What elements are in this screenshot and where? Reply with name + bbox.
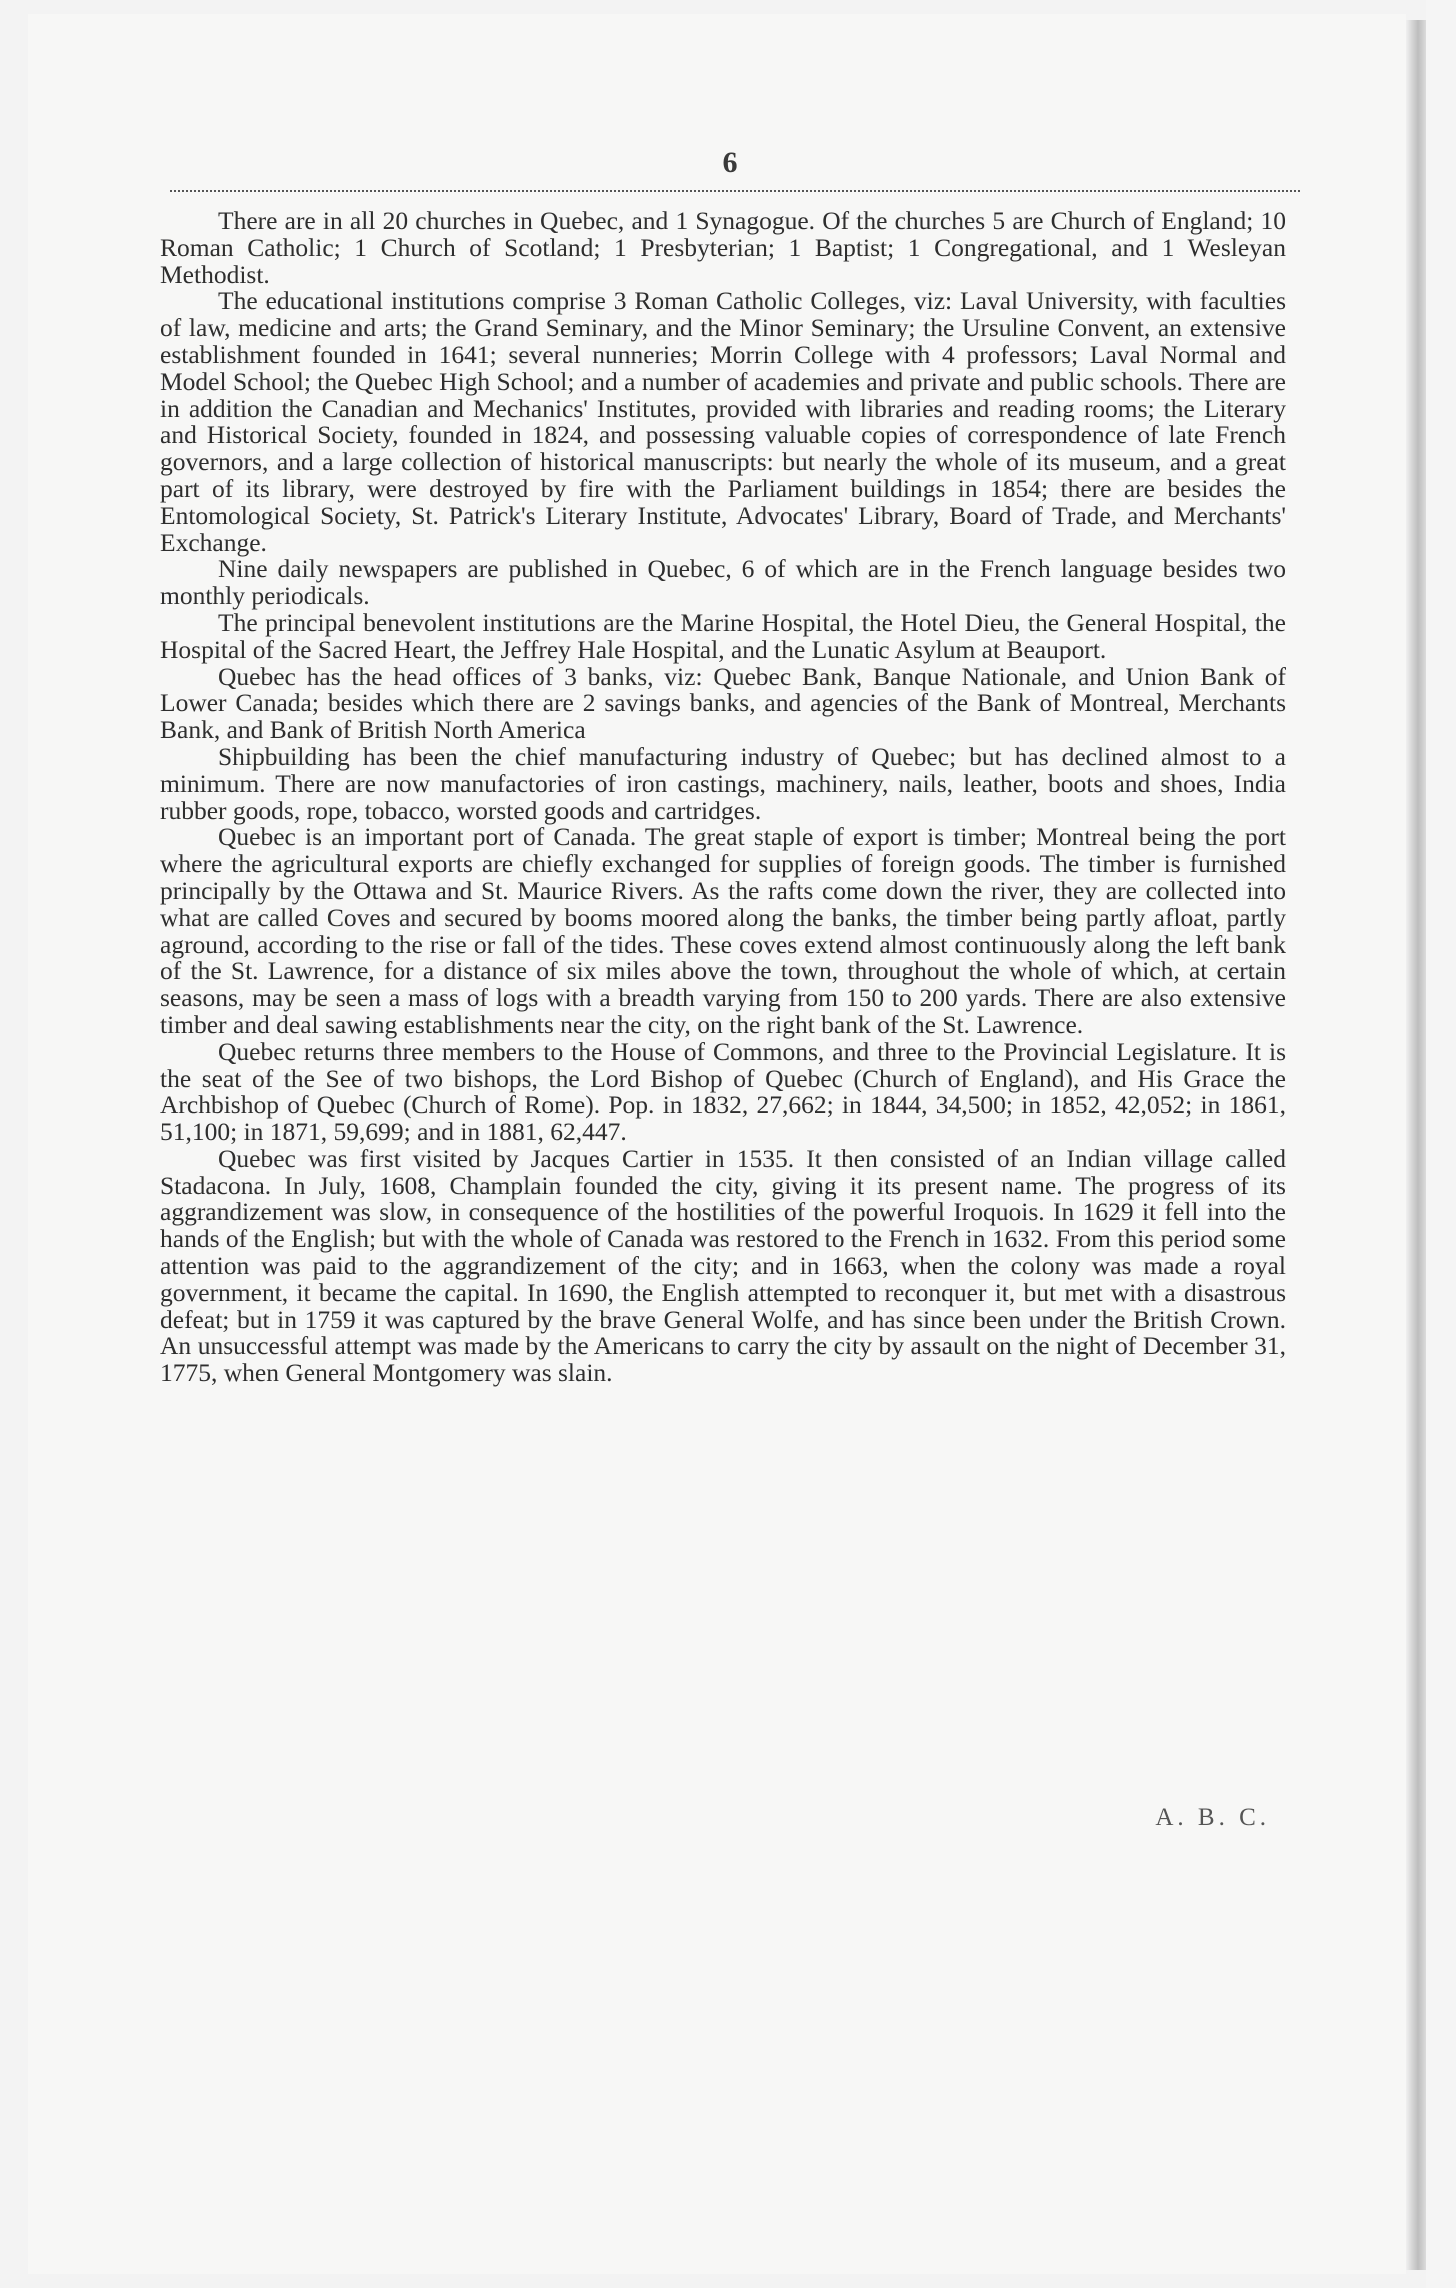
signature: A. B. C.: [1155, 1804, 1270, 1831]
paragraph-churches: There are in all 20 churches in Quebec, and 1 Synagogue. Of the churches 5 are Church of England; 10 Roman Catholic; 1 Church of Scotland; 1 Presbyterian; 1 Baptist; 1 Congregational, and 1 Wesleyan Methodist.: [160, 206, 1286, 289]
paragraph-representation: Quebec returns three members to the House of Commons, and three to the Provincial Legislature. It is the seat of the See of two bishops, the Lord Bishop of Quebec (Church of England), and His Grace the Archbishop of Quebec (Church of Rome). Pop. in 1832, 27,662; in 1844, 34,500; in 1852, 42,052; in 1861, 51,100; in 1871, 59,699; and in 1881, 62,447.: [160, 1036, 1286, 1147]
paragraph-industry: Shipbuilding has been the chief manufacturing industry of Quebec; but has declined almost to a minimum. There are now manufactories of iron castings, machinery, nails, leather, boots and shoes, India rubber goods, rope, tobacco, worsted goods and cartridges.: [160, 741, 1286, 825]
paragraph-port: Quebec is an important port of Canada. The great staple of export is timber; Montreal being the port where the agricultural exports are chiefly exchanged for supplies of foreign goods. The timber is furnished principally by the Ottawa and St. Maurice Rivers. As the rafts come down the river, they are collected into what are called Coves and secured by booms moored along the banks, the timber being partly afloat, partly aground, according to the rise or fall of the tides. These coves extend almost continuously along the left bank of the St. Lawrence, for a distance of six miles above the town, throughout the whole of which, at certain seasons, may be seen a mass of logs with a breadth varying from 150 to 200 yards. There are also extensive timber and deal sawing establishments near the city, on the right bank of the St. Lawrence.: [160, 822, 1286, 1039]
paragraph-benevolent: The principal benevolent institutions are the Marine Hospital, the Hotel Dieu, the General Hospital, the Hospital of the Sacred Heart, the Jeffrey Hale Hospital, and the Lunatic Asylum at Beauport.: [160, 607, 1286, 664]
scan-margin: [1426, 0, 1456, 2288]
header-rule: [170, 190, 1300, 192]
paragraph-newspapers: Nine daily newspapers are published in Quebec, 6 of which are in the French language besides two monthly periodicals.: [160, 554, 1286, 611]
body-text: [160, 208, 1286, 1387]
page-edge-shadow: [1406, 20, 1426, 2270]
page-number: 6: [722, 146, 738, 179]
paragraph-history: Quebec was first visited by Jacques Cartier in 1535. It then consisted of an Indian village called Stadacona. In July, 1608, Champlain founded the city, giving it its present name. The progress of its aggrandizement was slow, in consequence of the hostilities of the powerful Iroquois. In 1629 it fell into the hands of the English; but with the whole of Canada was restored to the French in 1632. From this period some attention was paid to the aggrandizement of the city; and in 1663, when the colony was made a royal government, it became the capital. In 1690, the English attempted to reconquer it, but met with a disastrous defeat; but in 1759 it was captured by the brave General Wolfe, and has since been under the British Crown. An unsuccessful attempt was made by the Americans to carry the city by assault on the night of December 31, 1775, when General Montgomery was slain.: [160, 1143, 1286, 1388]
paragraph-banks: Quebec has the head offices of 3 banks, viz: Quebec Bank, Banque Nationale, and Union Bank of Lower Canada; besides which there are 2 savings banks, and agencies of the Bank of Montreal, Merchants Bank, and Bank of British North America: [160, 661, 1286, 745]
paragraph-education: The educational institutions comprise 3 Roman Catholic Colleges, viz: Laval University, with faculties of law, medicine and arts; the Grand Seminary, and the Minor Seminary; the Ursuline Convent, an extensive establishment founded in 1641; several nunneries; Morrin College with 4 professors; Laval Normal and Model School; the Quebec High School; and a number of academies and private and public schools. There are in addition the Canadian and Mechanics' Institutes, provided with libraries and reading rooms; the Literary and Historical Society, founded in 1824, and possessing valuable copies of correspondence of late French governors, and a large collection of historical manuscripts: but nearly the whole of its museum, and a great part of its library, were destroyed by fire with the Parliament buildings in 1854; there are besides the Entomological Society, St. Patrick's Literary Institute, Advocates' Library, Board of Trade, and Merchants' Exchange.: [160, 286, 1286, 557]
